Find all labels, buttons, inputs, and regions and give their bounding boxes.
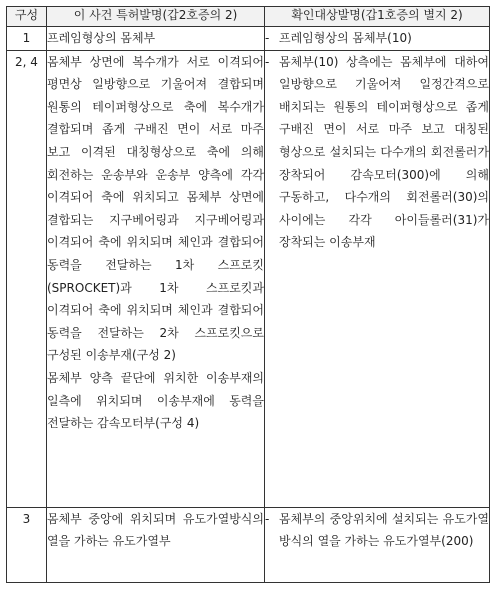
row-number: 3 — [7, 507, 47, 582]
header-patent-claim: 이 사건 특허발명(갑2호증의 2) — [47, 7, 265, 27]
row-number: 1 — [7, 27, 47, 51]
target-invention-cell — [265, 507, 490, 582]
target-invention-cell — [265, 27, 490, 51]
dash-bullet: - — [265, 54, 270, 69]
target-text: 프레임형상의 몸체부(10) — [279, 31, 412, 45]
table-header-row — [7, 7, 490, 27]
target-text: 몸체부의 중앙위치에 설치되는 유도가열 방식의 열을 가하는 유도가열부(200) — [279, 511, 489, 549]
header-number: 구성 — [7, 7, 47, 27]
claim-text: 프레임형상의 몸체부 — [47, 31, 156, 45]
claim-text: 몸체부 상면에 복수개가 서로 이격되어 평면상 일방향으로 기울어져 결합되며 원통의 테이퍼형상으로 축에 복수개가 결합되며 좁게 구배진 면이 서로 마주 보고 이격된 대칭형상으로 축에 의해 회전하는 운송부와 운송부 양측에 각각 이격되어 축에 위치되고 몸체부 상면에 결합되는 지구베어링과 지구베어링과 이격되어 축에 위치되며 체인과 결합되어 동력을 전달하는 1차 스프로킷(SPROCKET)과 1차 스프로킷과 이격되어 축에 위치되며 체인과 결합되어 동력을 전달하는 2차 스프로킷으로 구성된 이송부재(구성 2) — [47, 54, 264, 363]
dash-list-item — [265, 27, 489, 50]
target-text: 몸체부(10) 상측에는 몸체부에 대하여 일방향으로 기울어져 일정간격으로 배치되는 원통의 테이퍼형상으로 좁게 구배진 면이 서로 마주 보고 대칭된 형상으로 설치되는 다수개의 회전롤러가 장착되어 감속모터(300)에 의해 구동하고, 다수개의 회전롤러(30)의 사이에는 각각 아이들롤러(31)가 장착되는 이송부재 — [279, 54, 489, 250]
dash-list-item — [265, 51, 489, 254]
comparison-table — [6, 6, 490, 583]
claim-text: 몸체부 중앙에 위치되며 유도가열방식의 열을 가하는 유도가열부 — [47, 511, 264, 549]
patent-claim-cell — [47, 507, 265, 582]
table-row — [7, 27, 490, 51]
row-number: 2, 4 — [7, 50, 47, 507]
table-row — [7, 50, 490, 507]
table-row — [7, 507, 490, 582]
dash-bullet: - — [265, 511, 270, 526]
claim-text: 몸체부 양측 끝단에 위치한 이송부재의 일측에 위치되며 이송부재에 동력을 전달하는 감속모터부(구성 4) — [47, 370, 264, 431]
dash-list-item — [265, 508, 489, 553]
target-invention-cell — [265, 50, 490, 507]
header-target-invention: 확인대상발명(갑1호증의 별지 2) — [265, 7, 490, 27]
patent-claim-cell — [47, 50, 265, 507]
patent-claim-cell — [47, 27, 265, 51]
dash-bullet: - — [265, 31, 270, 45]
